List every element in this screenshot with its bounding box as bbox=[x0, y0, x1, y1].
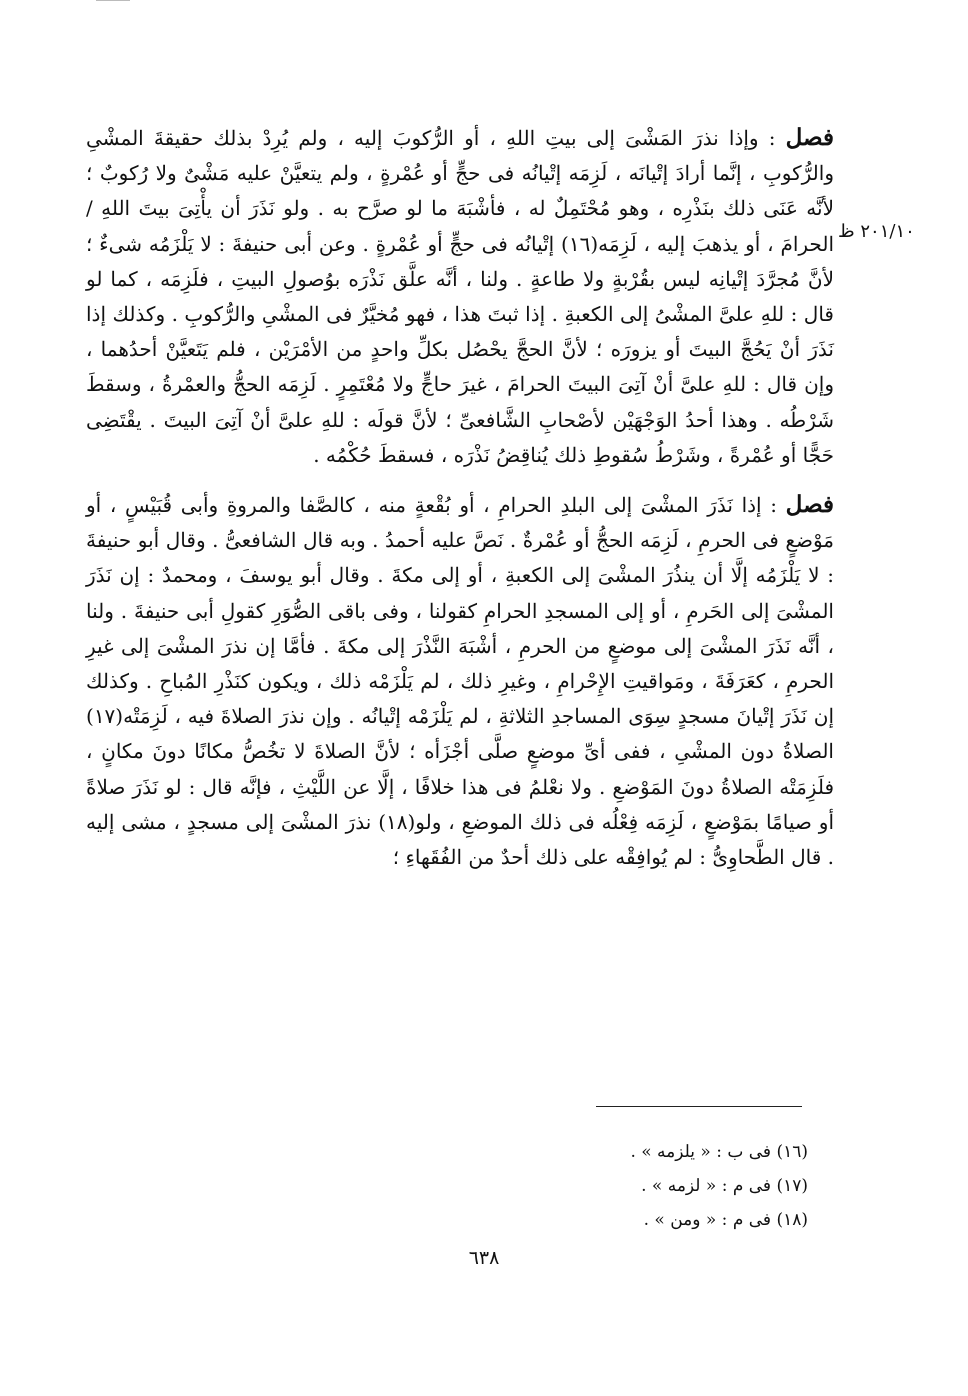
scan-artifact-line bbox=[96, 0, 130, 9]
manuscript-margin-reference: ٢٠١/١٠ ظ bbox=[838, 221, 915, 242]
page-body bbox=[86, 120, 834, 875]
section-2-text: : إذا نَذَرَ المشْىَ إلى البلدِ الحرامِ ، أو بُقْعةٍ منه ، كالصَّفا والمروةِ وأبى قُبَيْسٍ ، أو مَوْضعٍ فى الحرمِ ، لَزِمَه الحجُّ أو عُمْرةٌ . نَصَّ عليه أحمدُ . وبه قال الشافعىُّ . وقال أبو حنيفةَ : لا يَلْزَمُه إلَّا أن ينذُرَ المشْىَ إلى الكعبةِ ، أو إلى مكةَ . وقال أبو يوسفَ ، ومحمدٌ : إن نَذَرَ المشْىَ إلى الحَرمِ ، أو إلى المسجدِ الحرامِ كقولنا ، وفى باقى الصُّوَرِ كقولِ أبى حنيفةَ . ولنا ، أنَّه نَذَرَ المشْىَ إلى موضعٍ من الحرمِ ، أشْبَهَ النَّذْرَ إلى مكةَ . فأمَّا إن نذرَ المشْىَ إلى غيرِ الحرمِ ، كعَرَفَةَ ، ومَواقيتِ الإِحْرامِ ، وغيرِ ذلك ، لم يَلْزَمْه ذلك ، ويكون كنَذْرِ المُباحِ . وكذلك إن نَذَرَ إتْيانَ مسجدٍ سِوَى المساجدِ الثلاثةِ ، لم يَلْزَمْه إتْيانُه . وإن نذرَ الصلاةَ فيه ، لَزِمَتْه(١٧) الصلاةُ دون المشْىِ ، ففى أىِّ موضعٍ صلَّى أجْزَأه ؛ لأنَّ الصلاةَ لا تخُصُّ مكانًا دونَ مكانٍ ، فلَزِمَتْه الصلاةُ دونَ المَوْضعِ . ولا نعْلمُ فى هذا خلافًا ، إلَّا عن اللَّيْثِ ، فإنَّه قال : لو نَذَرَ صلاةً أو صيامًا بمَوْضعٍ ، لَزِمَه فِعْلُه فى ذلك الموضعِ ، ولو(١٨) نذرَ المشْىَ إلى مسجدٍ ، مشى إليه . قال الطَّحاوِىُّ : لم يُوافِقْه على ذلك أحدٌ من الفُقَهاءِ ؛ bbox=[86, 493, 835, 870]
footnote-separator bbox=[596, 1106, 802, 1107]
footnote-18: (١٨) فى م : « ومن » . bbox=[643, 1210, 808, 1230]
footnotes bbox=[630, 1142, 808, 1244]
section-1-heading: فصل bbox=[785, 124, 834, 151]
footnote-17: (١٧) فى م : « لزمه » . bbox=[641, 1176, 808, 1196]
page-number: ٦٣٨ bbox=[468, 1247, 500, 1269]
footnote-16: (١٦) فى ب : « يلزمه » . bbox=[630, 1142, 808, 1162]
section-2-heading: فصل bbox=[785, 491, 835, 519]
section-1 bbox=[86, 120, 834, 473]
section-1-text: : وإذا نذرَ المَشْىَ إلى بيتِ اللهِ ، أو الرُّكوبَ إليه ، ولم يُرِدْ بذلك حقيقةَ المشْىِ والرُّكوبِ ، إنَّما أرادَ إتْيانَه ، لَزِمَه إتْيانُه فى حجٍّ أو عُمْرةٍ ، ولم يتعيَّنْ عليه مَشْىٌ ولا رُكوبٌ ؛ لأنَّه عَنَى ذلك بنَذْرِه ، وهو مُحْتَمِلٌ له ، فأشْبَهَ ما لو صرَّح به . ولو نَذَرَ أن يأْتِىَ بيتَ اللهِ / الحرامَ ، أو يذهبَ إليه ، لَزِمَه(١٦) إتْيانُه فى حجٍّ أو عُمْرةٍ . وعن أبى حنيفةَ : لا يَلْزَمُه شىءٌ ؛ لأنَّ مُجرَّدَ إتْيانِه ليس بقُرْبةٍ ولا طاعةٍ . ولنا ، أنَّه علَّق نَذْرَه بوُصولِ البيتِ ، فلَزِمَه ، كما لو قال : للهِ علىَّ المشْىُ إلى الكعبةِ . إذا ثبتَ هذا ، فهو مُخيَّرٌ فى المشْىِ والرُّكوبِ . وكذلك إذا نَذَرَ أنْ يَحُجَّ البيتَ أو يزورَه ؛ لأنَّ الحجَّ يحْصُل بكلِّ واحدٍ من الأمْرَيْن ، فلم يَتَعيَّنْ أحدُهما ، وإن قال : للهِ علىَّ أنْ آتِىَ البيتَ الحرامَ ، غيرَ حاجٍّ ولا مُعْتَمِرٍ . لَزِمَه الحجُّ والعمْرةُ ، وسقطَ شَرْطُه . وهذا أحدُ الوَجْهَيْن لأصْحابِ الشَّافعىِّ ؛ لأنَّ قولَه : للهِ علىَّ أنْ آتِىَ البيتَ . يقْتَضِى حَجًّا أو عُمْرةً ، وشَرْطُ سُقوطِ ذلك يُناقِضُ نَذْرَه ، فسقطَ حُكْمُه . bbox=[86, 126, 834, 467]
section-2 bbox=[86, 487, 834, 875]
